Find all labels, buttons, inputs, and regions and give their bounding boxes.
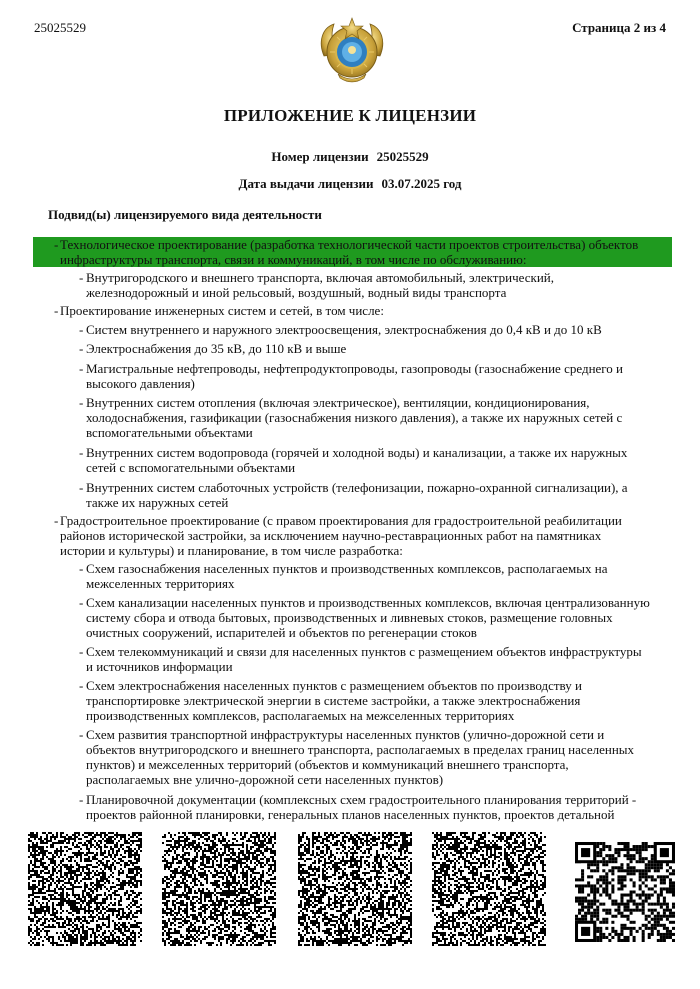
- list-dash: -: [79, 792, 84, 807]
- list-dash: -: [79, 322, 84, 337]
- item-text: Градостроительное проектирование (с правом проектирования для градостроительной реабилитации районов исторической застройки, за исключением научно-реставрационных работ на памятниках истории и культуры) и планирование, в том числе разработка:: [60, 513, 622, 558]
- activity-subtypes-list: [0, 233, 700, 822]
- list-dash: -: [54, 237, 59, 252]
- list-dash: -: [79, 361, 84, 376]
- license-number-value: 25025529: [376, 149, 429, 164]
- list-dash: -: [79, 480, 84, 495]
- activity-subitem: [0, 727, 700, 787]
- data-matrix-code-icon: [162, 832, 276, 946]
- item-text: Внутригородского и внешнего транспорта, включая автомобильный, электрический, железнодорожный и иной рельсовый, воздушный, водный виды транспорта: [86, 270, 554, 300]
- activity-subitem: [0, 480, 700, 510]
- activity-subitem: [0, 595, 700, 640]
- list-dash: -: [79, 341, 84, 356]
- list-dash: -: [79, 445, 84, 460]
- license-date-line: [0, 176, 700, 192]
- license-number-label: Номер лицензии: [271, 149, 369, 164]
- data-matrix-code-icon: [432, 832, 546, 946]
- activity-subitem: [0, 792, 700, 822]
- subtypes-heading: Подвид(ы) лицензируемого вида деятельности: [48, 207, 322, 222]
- item-text: Технологическое проектирование (разработка технологической части проектов строительства) объектов инфраструктуры транспорта, связи и коммуникаций, в том числе по обслуживанию:: [60, 237, 639, 267]
- activity-subitem: [0, 361, 700, 391]
- list-dash: -: [79, 595, 84, 610]
- item-text: Проектирование инженерных систем и сетей, в том числе:: [60, 303, 384, 318]
- list-dash: -: [79, 644, 84, 659]
- verification-codes: [0, 832, 700, 948]
- item-text: Схем электроснабжения населенных пунктов с размещением объектов по производству и транспортировке электрической энергии в системе застройки, а также электроснабжения производственных комплексов, располагаемых на межселенных территориях: [86, 678, 582, 723]
- list-dash: -: [79, 395, 84, 410]
- item-text: Внутренних систем водопровода (горячей и холодной воды) и канализации, а также их наружных сетей с вспомогательными объектами: [86, 445, 628, 475]
- item-text: Систем внутреннего и наружного электроосвещения, электроснабжения до 0,4 кВ и до 10 кВ: [86, 322, 602, 337]
- data-matrix-code-icon: [298, 832, 412, 946]
- document-title: ПРИЛОЖЕНИЕ К ЛИЦЕНЗИИ: [223, 106, 477, 125]
- item-text: Схем газоснабжения населенных пунктов и производственных комплексов, располагаемых на межселенных территориях: [86, 561, 608, 591]
- item-text: Схем канализации населенных пунктов и производственных комплексов, включая централизованную систему сбора и отвода бытовых, производственных и ливневых стоков, размещение головных очистных сооружений, испарителей и объектов по регенерации стоков: [86, 595, 650, 640]
- activity-subtype: [33, 237, 672, 267]
- activity-subtype: [0, 513, 700, 558]
- qr-code-icon: [575, 842, 675, 942]
- activity-subitem: [0, 561, 700, 591]
- activity-subitem: [0, 395, 700, 440]
- activity-subitem: [0, 644, 700, 674]
- item-text: Схем телекоммуникаций и связи для населенных пунктов с размещением объектов инфраструктуры и источников информации: [86, 644, 642, 674]
- activity-subitem: [0, 322, 700, 337]
- list-dash: -: [54, 303, 59, 318]
- state-emblem-icon: [314, 12, 390, 88]
- document-id: 25025529: [34, 20, 86, 35]
- data-matrix-code-icon: [28, 832, 142, 946]
- activity-subitem: [0, 270, 700, 300]
- item-text: Магистральные нефтепроводы, нефтепродуктопроводы, газопроводы (газоснабжение среднего и высокого давления): [86, 361, 624, 391]
- list-dash: -: [79, 561, 84, 576]
- list-dash: -: [79, 270, 84, 285]
- list-dash: -: [79, 727, 84, 742]
- item-text: Планировочной документации (комплексных схем градостроительного планирования территорий - проектов районной планировки, генеральных планов населенных пунктов, проектов детальной: [86, 792, 637, 822]
- activity-subitem: [0, 445, 700, 475]
- list-dash: -: [79, 678, 84, 693]
- license-date-label: Дата выдачи лицензии: [238, 176, 374, 191]
- activity-subitem: [0, 341, 700, 356]
- activity-subitem: [0, 678, 700, 723]
- item-text: Электроснабжения до 35 кВ, до 110 кВ и выше: [86, 341, 347, 356]
- page-number: Страница 2 из 4: [572, 20, 666, 35]
- item-text: Внутренних систем слаботочных устройств (телефонизации, пожарно-охранной сигнализации), а также их наружных сетей: [86, 480, 628, 510]
- list-dash: -: [54, 513, 59, 528]
- activity-subtype: [0, 303, 700, 318]
- item-text: Схем развития транспортной инфраструктуры населенных пунктов (улично-дорожной сети и объектов внутригородского и внешнего транспорта, располагаемых в пределах границ населенных пунктов) и межселенных территорий (объектов и коммуникаций внешнего транспорта, располагаемых вне улично-дорожной сети населенных пунктов): [86, 727, 635, 787]
- license-date-value: 03.07.2025 год: [381, 176, 462, 191]
- license-number-line: [0, 149, 700, 165]
- item-text: Внутренних систем отопления (включая электрическое), вентиляции, кондиционирования, холодоснабжения, газификации (газоснабжения низкого давления), а также их наружных сетей с вспомогательными объектами: [86, 395, 623, 440]
